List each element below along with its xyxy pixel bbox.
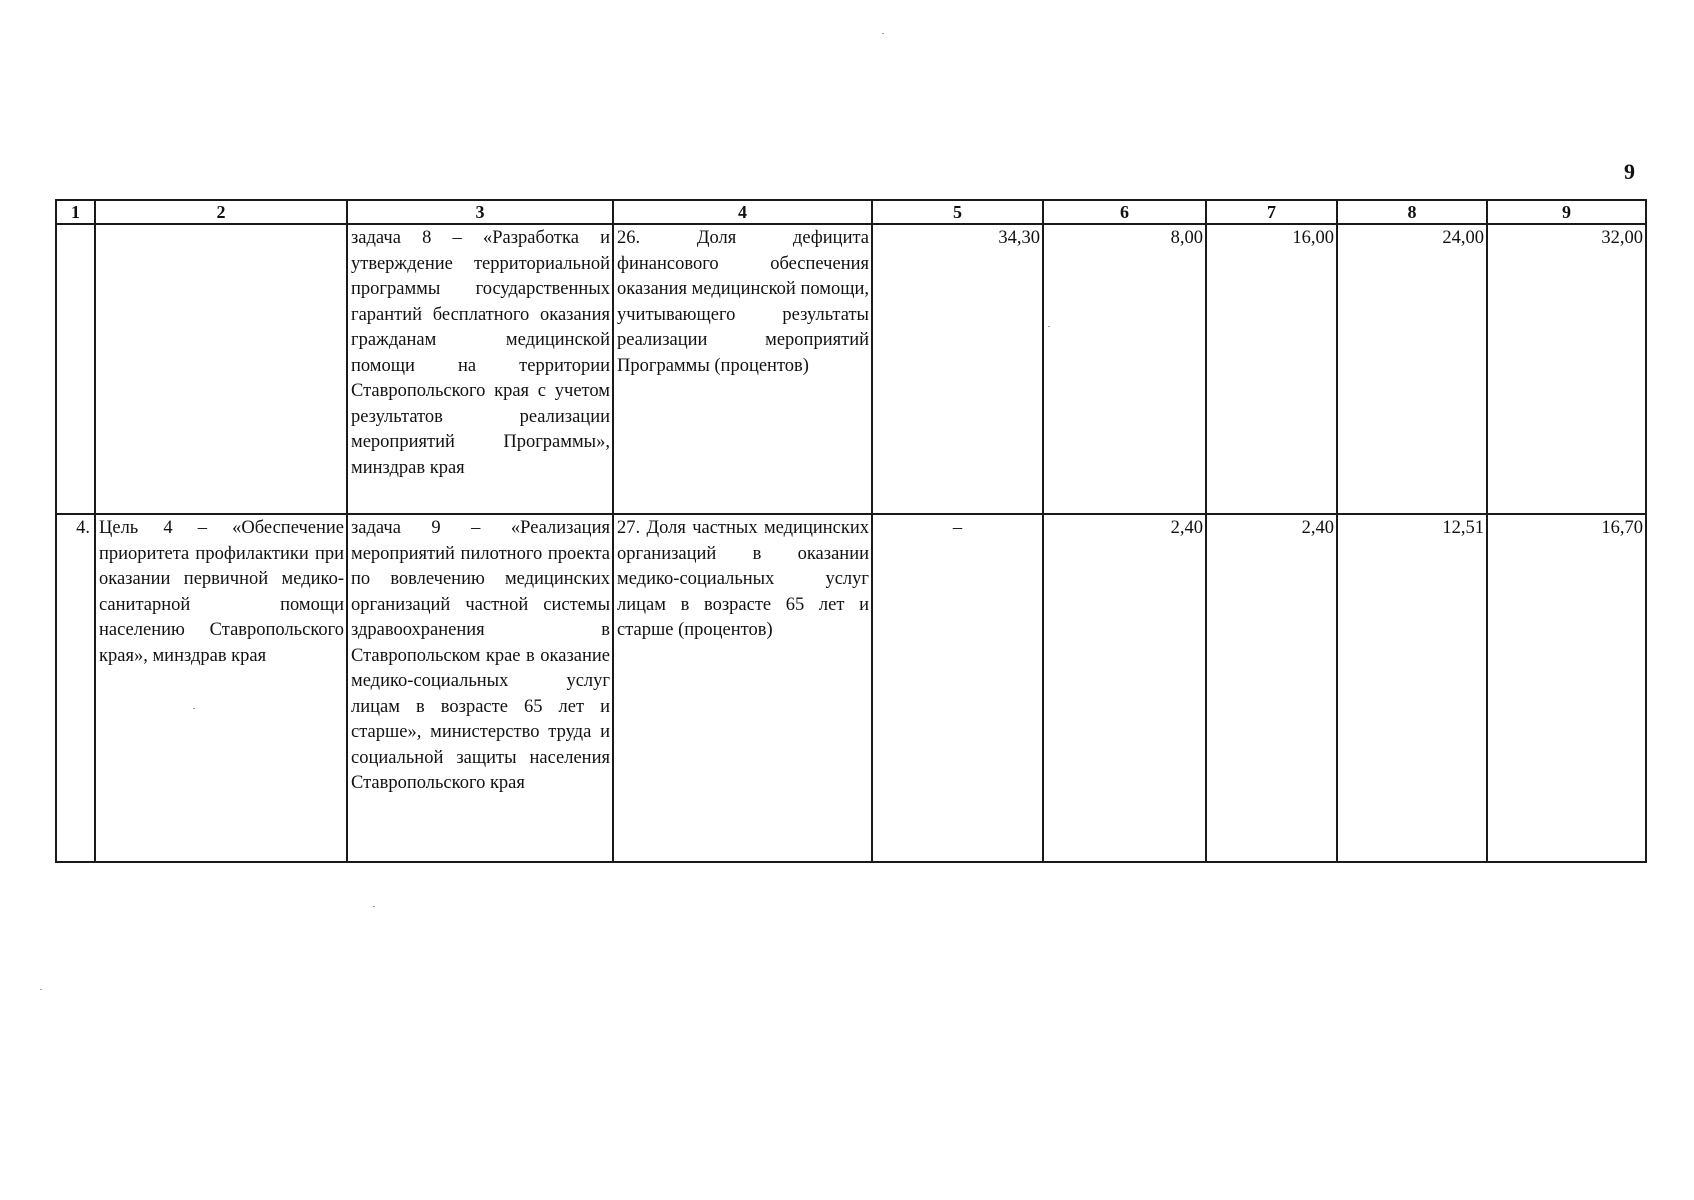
value-cell xyxy=(1206,224,1337,514)
scan-speck xyxy=(40,989,42,990)
column-number-2: 2 xyxy=(95,200,347,224)
value-col-8: 12,51 xyxy=(1442,518,1484,538)
value-col-9: 32,00 xyxy=(1601,228,1643,248)
table-header-row xyxy=(56,200,1646,224)
value-cell xyxy=(1043,514,1206,862)
value-col-6: 2,40 xyxy=(1170,518,1203,538)
column-number-9: 9 xyxy=(1487,200,1646,224)
value-cell xyxy=(1487,514,1646,862)
row-number xyxy=(57,225,94,226)
page-number: 9 xyxy=(1624,159,1635,184)
value-cell xyxy=(1206,514,1337,862)
indicator-text: 27. Доля частных медицинских организаций в оказании медико-социальных услуг лицам в возрасте 65 лет и старше (процентов) xyxy=(617,518,869,640)
indicator-cell xyxy=(613,224,872,514)
goal-cell xyxy=(95,514,347,862)
goal-text xyxy=(96,225,346,226)
task-cell xyxy=(347,224,613,514)
goal-cell xyxy=(95,224,347,514)
value-col-6: 8,00 xyxy=(1170,228,1203,248)
table-row xyxy=(56,224,1646,514)
column-number-1: 1 xyxy=(56,200,95,224)
task-text: задача 8 – «Разработка и утверждение территориальной программы государственных гарантий бесплатного оказания гражданам медицинской помощи на территории Ставропольского края с учетом результатов реализации мероприятий Программы», минздрав края xyxy=(351,228,610,478)
value-cell xyxy=(1043,224,1206,514)
row-number: 4. xyxy=(76,518,90,538)
column-number-4: 4 xyxy=(613,200,872,224)
column-number-6: 6 xyxy=(1043,200,1206,224)
table-row xyxy=(56,514,1646,862)
indicator-cell xyxy=(613,514,872,862)
value-col-5: – xyxy=(952,518,963,538)
task-text: задача 9 – «Реализация мероприятий пилотного проекта по вовлечению медицинских организаций частной системы здравоохранения в Ставропольском крае в оказание медико-социальных услуг лицам в возрасте 65 лет и старше», министерство труда и социальной защиты населения Ставропольского края xyxy=(351,518,610,793)
row-number-cell xyxy=(56,514,95,862)
value-col-7: 16,00 xyxy=(1292,228,1334,248)
column-number-3: 3 xyxy=(347,200,613,224)
row-number-cell xyxy=(56,224,95,514)
column-number-5: 5 xyxy=(872,200,1043,224)
scan-speck xyxy=(373,906,375,907)
value-cell xyxy=(872,224,1043,514)
column-number-8: 8 xyxy=(1337,200,1487,224)
indicator-text: 26. Доля дефицита финансового обеспечения оказания медицинской помощи, учитывающего результаты реализации мероприятий Программы (процентов) xyxy=(617,228,869,376)
goal-text: Цель 4 – «Обеспечение приоритета профилактики при оказании первичной медико-санитарной помощи населению Ставропольского края», минздрав края xyxy=(99,518,344,666)
value-cell xyxy=(872,514,1043,862)
value-col-7: 2,40 xyxy=(1301,518,1334,538)
indicators-table xyxy=(55,199,1647,863)
value-cell xyxy=(1337,514,1487,862)
task-cell xyxy=(347,514,613,862)
value-cell xyxy=(1487,224,1646,514)
column-number-7: 7 xyxy=(1206,200,1337,224)
scan-speck xyxy=(882,33,884,34)
value-col-5: 34,30 xyxy=(998,228,1040,248)
value-col-8: 24,00 xyxy=(1442,228,1484,248)
value-cell xyxy=(1337,224,1487,514)
value-col-9: 16,70 xyxy=(1601,518,1643,538)
